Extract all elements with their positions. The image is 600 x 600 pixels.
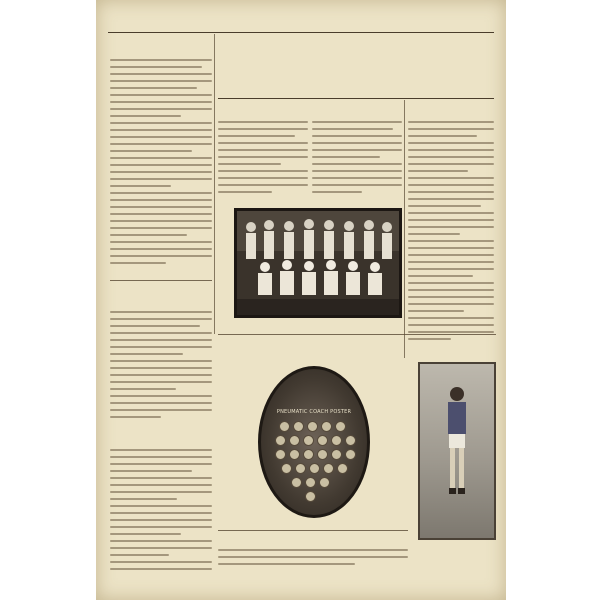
medal <box>345 449 356 460</box>
player-photo <box>418 362 496 540</box>
left-section-text <box>110 306 212 424</box>
trophy-inscription: PNEUMATIC COACH POSTER <box>276 409 352 415</box>
team-photo <box>234 208 402 318</box>
medal <box>275 449 286 460</box>
medal <box>305 477 316 488</box>
medal <box>319 477 330 488</box>
right-column-text <box>408 116 494 354</box>
medal <box>321 421 332 432</box>
page-header <box>108 18 494 33</box>
middle-text-b <box>312 116 402 200</box>
medal <box>305 491 316 502</box>
medal <box>317 435 328 446</box>
left-column-text <box>110 54 212 276</box>
medal <box>303 435 314 446</box>
team-photo-image <box>237 211 399 315</box>
medal <box>295 463 306 474</box>
medal <box>335 421 346 432</box>
medal <box>275 435 286 446</box>
medal <box>281 463 292 474</box>
trophy-shield <box>258 366 370 518</box>
left-lower-text <box>110 444 212 572</box>
medal <box>331 435 342 446</box>
middle-text-a <box>218 116 308 200</box>
left-section-rule <box>110 280 212 281</box>
medal <box>337 463 348 474</box>
headline-line-1 <box>218 34 494 60</box>
medal <box>309 463 320 474</box>
medal <box>345 435 356 446</box>
medal <box>279 421 290 432</box>
player-figure <box>442 384 472 504</box>
footer-text-lines <box>218 544 408 572</box>
medal <box>303 449 314 460</box>
medal <box>293 421 304 432</box>
medal <box>323 463 334 474</box>
column-rule-left <box>214 34 215 334</box>
medal <box>289 449 300 460</box>
medal <box>289 435 300 446</box>
main-headline <box>218 34 494 99</box>
footer-rule <box>218 530 408 531</box>
medal <box>307 421 318 432</box>
headline-line-2 <box>218 60 494 86</box>
column-rule-right <box>404 100 405 358</box>
medal <box>291 477 302 488</box>
medal <box>331 449 342 460</box>
medal <box>317 449 328 460</box>
